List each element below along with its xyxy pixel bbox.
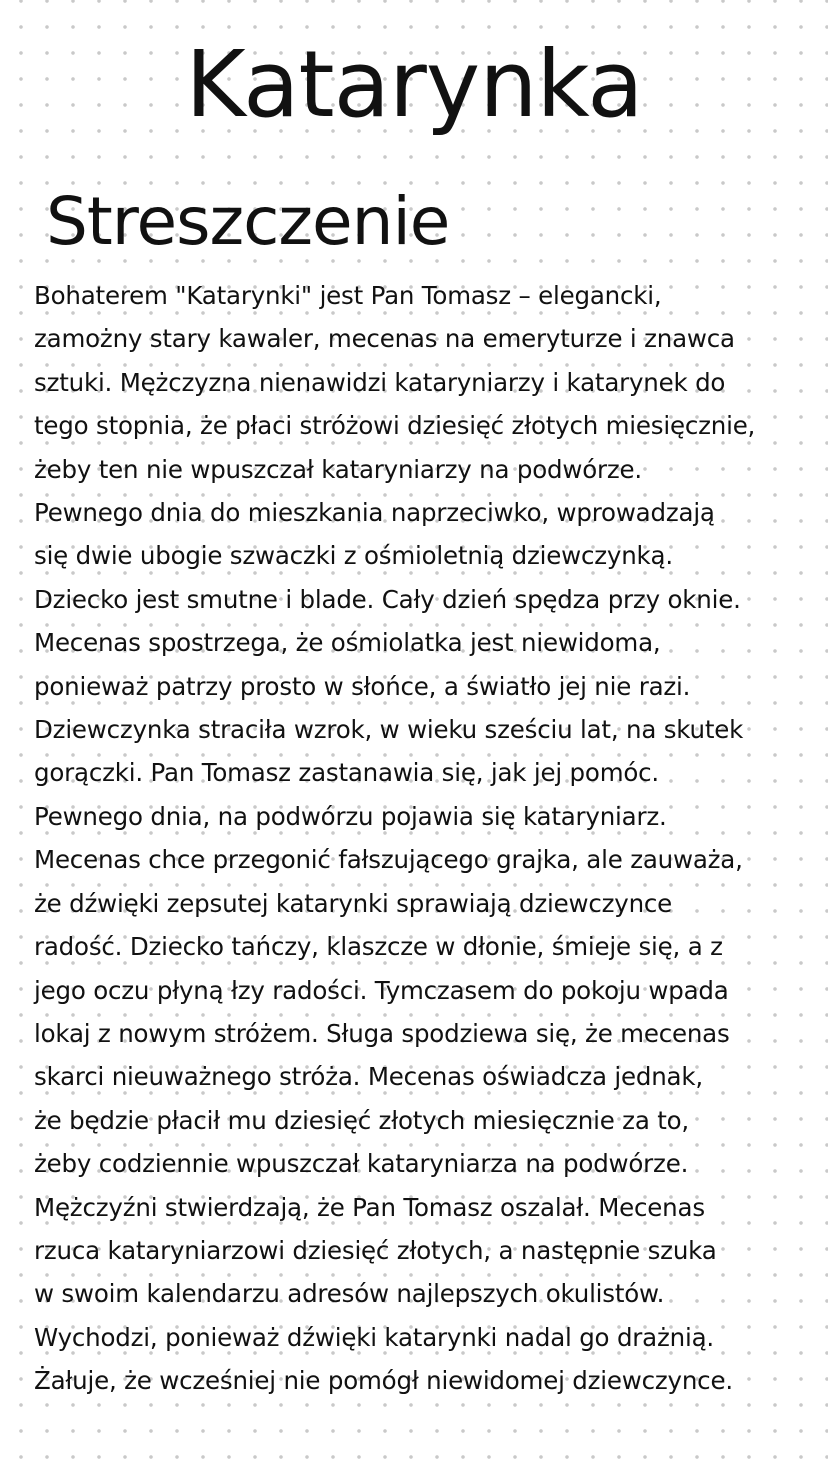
text-line: Mężczyźni stwierdzają, że Pan Tomasz oszalał. Mecenas [34,1192,705,1222]
text-line: radość. Dziecko tańczy, klaszcze w dłonie, śmieje się, a z [34,932,723,962]
text-line: sztuki. Mężczyzna nienawidzi kataryniarzy i katarynek do [34,367,726,397]
text-line: tego stopnia, że płaci stróżowi dziesięć złotych miesięcznie, [34,411,756,441]
section-heading: Streszczenie [46,183,450,260]
summary-text [34,274,824,1403]
text-line: Żałuje, że wcześniej nie pomógł niewidomej dziewczynce. [34,1366,733,1396]
text-line: że dźwięki zepsutej katarynki sprawiają dziewczynce [34,888,673,918]
text-line: Wychodzi, ponieważ dźwięki katarynki nadal go drażnią. [34,1322,714,1352]
page-title: Katarynka [185,31,643,138]
text-line: Bohaterem "Katarynki" jest Pan Tomasz – elegancki, [34,281,662,310]
text-line: że będzie płacił mu dziesięć złotych miesięcznie za to, [34,1105,690,1135]
text-line: gorączki. Pan Tomasz zastanawia się, jak jej pomóc. [34,758,660,788]
text-line: Mecenas chce przegonić fałszującego grajka, ale zauważa, [34,845,743,875]
text-line: jego oczu płyną łzy radości. Tymczasem do pokoju wpada [34,975,729,1005]
text-line: Mecenas spostrzega, że ośmiolatka jest niewidoma, [34,628,661,658]
text-line: ponieważ patrzy prosto w słońce, a światło jej nie razi. [34,671,691,701]
text-line: się dwie ubogie szwaczki z ośmioletnią dziewczynką. [34,541,673,571]
text-line: Dziewczynka straciła wzrok, w wieku sześciu lat, na skutek [34,715,744,745]
text-line: zamożny stary kawaler, mecenas na emeryturze i znawca [34,324,735,354]
text-line: Pewnego dnia, na podwórzu pojawia się kataryniarz. [34,801,667,831]
text-line: żeby codziennie wpuszczał kataryniarza na podwórze. [34,1149,689,1179]
text-line: Pewnego dnia do mieszkania naprzeciwko, wprowadzają [34,498,715,528]
text-line: rzuca kataryniarzowi dziesięć złotych, a następnie szuka [34,1235,717,1265]
text-line: w swoim kalendarzu adresów najlepszych okulistów. [34,1279,665,1309]
text-line: skarci nieuważnego stróża. Mecenas oświadcza jednak, [34,1062,703,1092]
text-line: Dziecko jest smutne i blade. Cały dzień spędza przy oknie. [34,584,741,614]
text-line: żeby ten nie wpuszczał kataryniarzy na podwórze. [34,454,642,484]
text-line: lokaj z nowym stróżem. Sługa spodziewa się, że mecenas [34,1018,730,1048]
